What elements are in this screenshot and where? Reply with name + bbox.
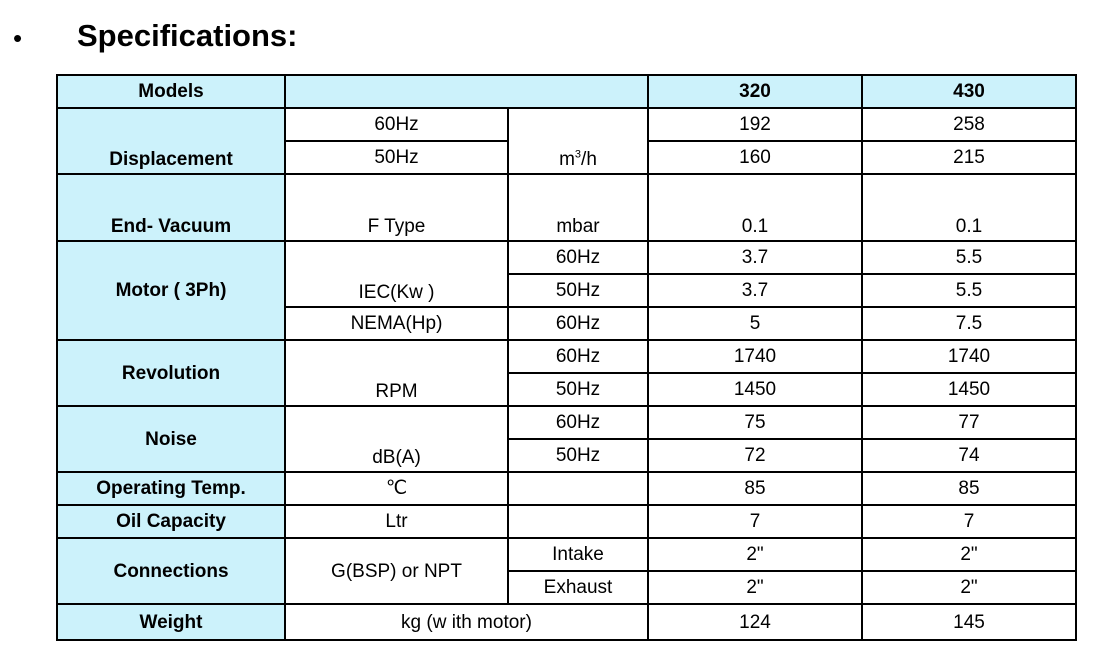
displacement-430: 215	[862, 141, 1076, 174]
table-row	[57, 472, 1076, 505]
weight-320: 124	[648, 604, 862, 640]
table-row	[57, 538, 1076, 571]
end-vacuum-type: F Type	[285, 174, 508, 241]
revolution-430: 1450	[862, 373, 1076, 406]
section-heading	[0, 16, 600, 60]
header-spacer	[285, 75, 648, 108]
table-row	[57, 604, 1076, 640]
oil-capacity-320: 7	[648, 505, 862, 538]
motor-nema-label: NEMA(Hp)	[285, 307, 508, 340]
table-row	[57, 340, 1076, 373]
row-label-motor: Motor ( 3Ph)	[57, 241, 285, 340]
connections-name: Intake	[508, 538, 648, 571]
motor-320: 3.7	[648, 274, 862, 307]
model-320-header: 320	[648, 75, 862, 108]
table-row	[57, 505, 1076, 538]
revolution-320: 1740	[648, 340, 862, 373]
end-vacuum-430: 0.1	[862, 174, 1076, 241]
oil-capacity-blank	[508, 505, 648, 538]
displacement-320: 192	[648, 108, 862, 141]
motor-430: 7.5	[862, 307, 1076, 340]
row-label-displacement: Displacement	[57, 108, 285, 174]
connections-name: Exhaust	[508, 571, 648, 604]
row-label-operating-temp: Operating Temp.	[57, 472, 285, 505]
motor-430: 5.5	[862, 241, 1076, 274]
row-label-models: Models	[57, 75, 285, 108]
motor-freq: 60Hz	[508, 241, 648, 274]
row-label-noise: Noise	[57, 406, 285, 472]
row-label-end-vacuum: End- Vacuum	[57, 174, 285, 241]
displacement-freq: 60Hz	[285, 108, 508, 141]
noise-freq: 50Hz	[508, 439, 648, 472]
operating-temp-320: 85	[648, 472, 862, 505]
oil-capacity-430: 7	[862, 505, 1076, 538]
oil-capacity-unit: Ltr	[285, 505, 508, 538]
connections-unit: G(BSP) or NPT	[285, 538, 508, 604]
bullet: •	[13, 23, 23, 53]
operating-temp-430: 85	[862, 472, 1076, 505]
row-label-revolution: Revolution	[57, 340, 285, 406]
displacement-unit: $m^3/h$	[508, 108, 648, 174]
table-row	[57, 241, 1076, 274]
revolution-320: 1450	[648, 373, 862, 406]
noise-320: 75	[648, 406, 862, 439]
motor-freq: 50Hz	[508, 274, 648, 307]
end-vacuum-320: 0.1	[648, 174, 862, 241]
row-label-oil-capacity: Oil Capacity	[57, 505, 285, 538]
revolution-unit: RPM	[285, 340, 508, 406]
noise-430: 77	[862, 406, 1076, 439]
connections-320: 2"	[648, 571, 862, 604]
revolution-430: 1740	[862, 340, 1076, 373]
displacement-320: 160	[648, 141, 862, 174]
table-row	[57, 75, 1076, 108]
displacement-freq: 50Hz	[285, 141, 508, 174]
end-vacuum-unit: mbar	[508, 174, 648, 241]
revolution-freq: 60Hz	[508, 340, 648, 373]
connections-430: 2"	[862, 571, 1076, 604]
model-430-header: 430	[862, 75, 1076, 108]
connections-430: 2"	[862, 538, 1076, 571]
motor-iec-label: IEC(Kw )	[285, 241, 508, 307]
displacement-430: 258	[862, 108, 1076, 141]
page-title: Specifications:	[77, 18, 298, 53]
motor-320: 3.7	[648, 241, 862, 274]
connections-320: 2"	[648, 538, 862, 571]
weight-430: 145	[862, 604, 1076, 640]
table-row	[57, 406, 1076, 439]
revolution-freq: 50Hz	[508, 373, 648, 406]
row-label-connections: Connections	[57, 538, 285, 604]
noise-320: 72	[648, 439, 862, 472]
row-label-weight: Weight	[57, 604, 285, 640]
noise-430: 74	[862, 439, 1076, 472]
operating-temp-unit: ℃	[285, 472, 508, 505]
noise-freq: 60Hz	[508, 406, 648, 439]
specifications-table	[56, 74, 1077, 641]
weight-unit: kg (w ith motor)	[285, 604, 648, 640]
motor-freq: 60Hz	[508, 307, 648, 340]
motor-430: 5.5	[862, 274, 1076, 307]
noise-unit: dB(A)	[285, 406, 508, 472]
table-row	[57, 174, 1076, 241]
operating-temp-blank	[508, 472, 648, 505]
table-row	[57, 108, 1076, 141]
motor-320: 5	[648, 307, 862, 340]
